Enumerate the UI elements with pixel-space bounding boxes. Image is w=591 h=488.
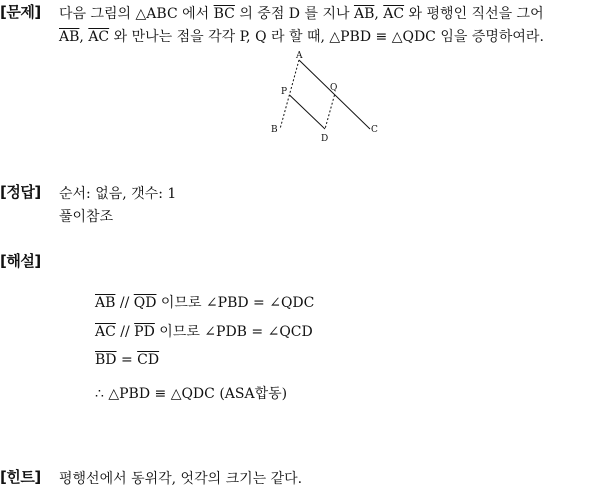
answer-label: [정답] <box>0 183 41 201</box>
solution-row-2 <box>95 321 313 341</box>
answer-line-1: 순서: 없음, 갯수: 1 <box>59 186 177 202</box>
segment-name: $\overline{AB}$ <box>95 295 116 311</box>
text-run: , <box>374 6 384 22</box>
answer-line-2: 풀이참조 <box>59 209 114 225</box>
text-run: 와 만나는 점을 각각 P, Q 라 할 때, △PBD ≡ △QDC 임을 증명하여라. <box>109 29 544 45</box>
text-run: // <box>115 295 134 311</box>
solution-row-4 <box>95 383 287 403</box>
problem-line-2 <box>59 26 544 46</box>
vertex-label-c: C <box>371 125 378 135</box>
segment-name: $\overline{AB}$ <box>59 29 80 45</box>
triangle-figure <box>0 48 591 148</box>
segment-name: $\overline{AB}$ <box>353 6 375 22</box>
problem-line-1 <box>59 3 544 23</box>
segment-name: $\overline{QD}$ <box>133 295 157 311</box>
text-run: // <box>115 324 135 340</box>
text-run: 이므로 ∠PBD = ∠QDC <box>156 295 315 311</box>
segment-name: $\overline{CD}$ <box>137 352 160 368</box>
segment-name: $\overline{AC}$ <box>95 324 116 340</box>
hint-label: [힌트] <box>0 468 41 486</box>
hint-text: 평행선에서 동위각, 엇각의 크기는 같다. <box>59 471 303 487</box>
text-run: ∴ △PBD ≡ △QDC (ASA합동) <box>95 386 288 402</box>
vertex-label-p: P <box>281 87 288 97</box>
text-run: = <box>116 352 138 368</box>
problem-label: [문제] <box>0 3 41 21</box>
segment-name: $\overline{AC}$ <box>88 29 110 45</box>
segment-pd <box>290 95 326 129</box>
solution-row-1 <box>95 292 314 312</box>
segment-name: $\overline{AC}$ <box>383 6 405 22</box>
text-run: 다음 그림의 △ABC 에서 <box>59 6 214 22</box>
segment-name: $\overline{BD}$ <box>95 352 117 368</box>
text-run: 이므로 ∠PDB = ∠QCD <box>154 324 313 340</box>
text-run: , <box>79 29 89 45</box>
side-ac <box>299 60 370 129</box>
segment-name: $\overline{PD}$ <box>134 324 155 340</box>
segment-qd <box>325 95 335 129</box>
vertex-label-b: B <box>271 125 278 135</box>
solution-row-3 <box>95 352 159 368</box>
text-run: 의 중점 D 를 지나 <box>234 6 354 22</box>
vertex-label-d: D <box>321 134 329 144</box>
segment-name: $\overline{BC}$ <box>213 6 235 22</box>
vertex-label-q: Q <box>330 83 338 93</box>
vertex-label-a: A <box>296 51 303 61</box>
text-run: 와 평행인 직선을 그어 <box>404 6 544 22</box>
solution-label: [해설] <box>0 252 41 270</box>
